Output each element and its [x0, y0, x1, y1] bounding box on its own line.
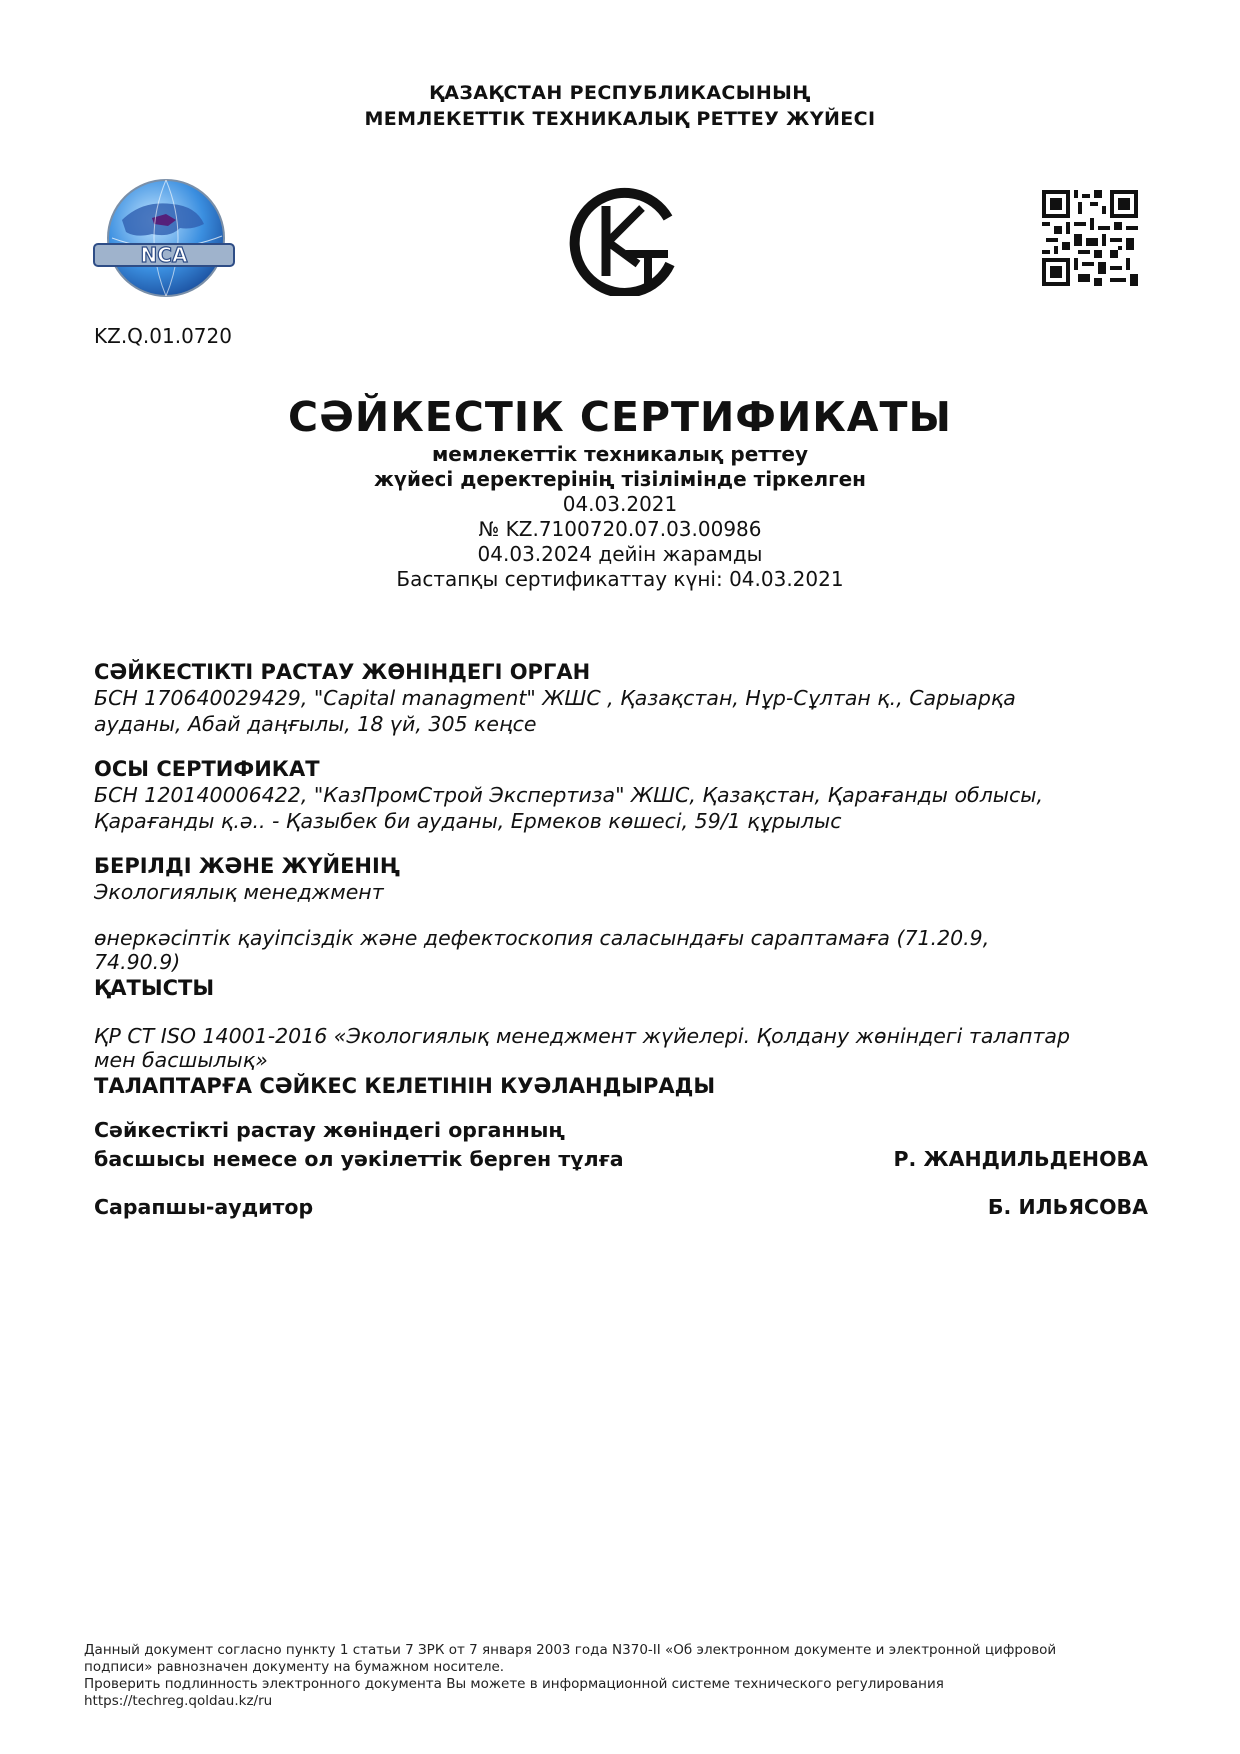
conformity-heading: ТАЛАПТАРҒА СӘЙКЕС КЕЛЕТІНІН КУӘЛАНДЫРАДЫ	[94, 1074, 716, 1098]
system-text: Экологиялық менеджмент	[94, 880, 384, 904]
kz-conformity-mark-icon	[568, 184, 678, 296]
footer-note	[84, 1642, 1164, 1710]
globe-icon	[92, 178, 236, 300]
certificate-subtitle-line1: мемлекеттік техникалық реттеу	[431, 442, 809, 466]
issuer-header	[0, 80, 1240, 132]
nca-logo	[92, 178, 236, 300]
certificate-title: СӘЙКЕСТІК СЕРТИФИКАТЫ	[288, 393, 952, 441]
issuer-header-line1: ҚАЗАҚСТАН РЕСПУБЛИКАСЫНЫҢ	[429, 82, 811, 104]
auditor-name: Б. ИЛЬЯСОВА	[987, 1195, 1148, 1219]
standard-text	[94, 1024, 1154, 1072]
certificate-date: 04.03.2021	[562, 492, 678, 516]
footer-link[interactable]: https://techreg.qoldau.kz/ru	[84, 1693, 273, 1709]
head-signature-name: Р. ЖАНДИЛЬДЕНОВА	[893, 1147, 1148, 1171]
svg-text:NCA: NCA	[140, 243, 188, 267]
certificate-holder-text-line2: Қарағанды қ.ә.. - Қазыбек би ауданы, Ермеков көшесі, 59/1 құрылыс	[94, 809, 842, 833]
scope-text-line2: 74.90.9)	[94, 950, 181, 974]
head-signature-label-line2: басшысы немесе ол уәкілеттік берген тұлға	[94, 1147, 624, 1171]
head-signature-label	[94, 1116, 624, 1174]
footer-line3: Проверить подлинность электронного документа Вы можете в информационной системе технического регулирования	[84, 1676, 944, 1692]
certificate-initial-date: Бастапқы сертификаттау күні: 04.03.2021	[396, 567, 844, 591]
certificate-meta	[0, 492, 1240, 592]
qr-code-icon	[1042, 190, 1138, 286]
registration-code: KZ.Q.01.0720	[94, 324, 232, 348]
certificate-number: № KZ.7100720.07.03.00986	[478, 517, 762, 541]
certification-body-heading: СӘЙКЕСТІКТІ РАСТАУ ЖӨНІНДЕГІ ОРГАН	[94, 660, 591, 684]
certificate-subtitle-line2: жүйесі деректерінің тізілімінде тіркелген	[374, 467, 866, 491]
conformity-mark-logo	[568, 184, 678, 296]
scope-text-line1: өнеркәсіптік қауіпсіздік және дефектоскопия саласындағы сараптамаға (71.20.9,	[94, 926, 990, 950]
footer-line2: подписи» равнозначен документу на бумажном носителе.	[84, 1659, 505, 1675]
standard-text-line1: ҚР СТ ISO 14001-2016 «Экологиялық менеджмент жүйелері. Қолдану жөніндегі талаптар	[94, 1024, 1070, 1048]
certificate-valid-until: 04.03.2024 дейін жарамды	[477, 542, 763, 566]
certificate-holder-text	[94, 782, 1154, 834]
qr-code	[1042, 190, 1138, 286]
certificate-subtitle	[0, 442, 1240, 492]
certification-body-text-line2: ауданы, Абай даңғылы, 18 үй, 305 кеңсе	[94, 712, 537, 736]
system-heading: БЕРІЛДІ ЖӘНЕ ЖҮЙЕНІҢ	[94, 854, 400, 878]
certificate-holder-heading: ОСЫ СЕРТИФИКАТ	[94, 757, 320, 781]
standard-text-line2: мен басшылық»	[94, 1048, 268, 1072]
head-signature-label-line1: Сәйкестікті растау жөніндегі органның	[94, 1118, 565, 1142]
certification-body-text	[94, 685, 1154, 737]
footer-line1: Данный документ согласно пункту 1 статьи 7 ЗРК от 7 января 2003 года N370-II «Об электронном документе и электронной цифровой	[84, 1642, 1057, 1658]
certificate-holder-text-line1: БСН 120140006422, "КазПромСтрой Экспертиза" ЖШС, Қазақстан, Қарағанды облысы,	[94, 783, 1043, 807]
scope-text	[94, 926, 1154, 974]
auditor-label: Сарапшы-аудитор	[94, 1195, 314, 1219]
certification-body-text-line1: БСН 170640029429, "Capital managment" ЖШС , Қазақстан, Нұр-Сұлтан қ., Сарыарқа	[94, 686, 1016, 710]
relation-heading: ҚАТЫСТЫ	[94, 976, 215, 1000]
issuer-header-line2: МЕМЛЕКЕТТІК ТЕХНИКАЛЫҚ РЕТТЕУ ЖҮЙЕСІ	[364, 108, 876, 130]
